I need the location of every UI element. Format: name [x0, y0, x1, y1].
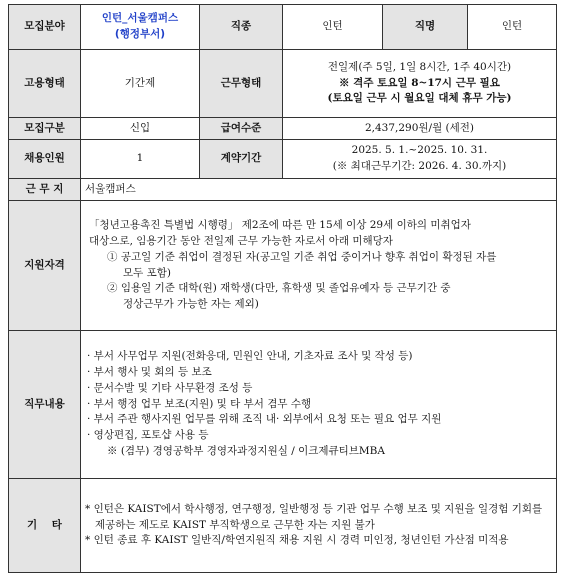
duty-item: · 영상편집, 포토샵 사용 등 — [87, 429, 209, 442]
duty-item: · 부서 사무업무 지원(전화응대, 민원인 안내, 기초자료 조사 및 작성 등) — [87, 350, 413, 363]
employment-label: 고용형태 — [9, 50, 81, 118]
duties-note: ※ (겸무) 경영공학부 경영자과정지원실 / 이크제큐티브MBA — [107, 444, 385, 457]
headcount-label: 채용인원 — [9, 140, 81, 179]
row-duties — [9, 331, 557, 479]
qualification-intro-line1: 「청년고용촉진 특별법 시행령」 제2조에 따른 만 15세 이상 29세 이하의 미취업자 — [89, 219, 471, 232]
qualification-item2-line1: ② 임용일 기준 대학(원) 재학생(다만, 휴학생 및 졸업유예자 등 근무기간 중 — [107, 282, 451, 295]
employment-value: 기간제 — [81, 50, 200, 118]
work-type-value — [283, 50, 557, 118]
category-value: 신입 — [81, 118, 200, 140]
row-headcount — [9, 140, 557, 179]
period-value — [283, 140, 557, 179]
qualification-item1-line2: 모두 포함) — [123, 266, 172, 279]
job-posting-table — [8, 4, 557, 573]
substitute-holiday-line: (토요일 근무 시 월요일 대체 휴무 가능) — [327, 92, 512, 105]
duty-item: · 부서 행사 및 회의 등 보조 — [87, 366, 212, 379]
duty-item: · 문서수발 및 기타 사무환경 조성 등 — [87, 381, 253, 394]
position-label: 직명 — [383, 5, 468, 50]
row-location — [9, 179, 557, 201]
period-range: 2025. 5. 1.~2025. 10. 31. — [351, 144, 488, 157]
etc-note2: * 인턴 종료 후 KAIST 일반직/학연지원직 채용 지원 시 경력 미인정, 청년인턴 가산점 미적용 — [85, 534, 509, 547]
qualification-label: 지원자격 — [9, 201, 81, 331]
field-value-line2: (행정부서) — [114, 28, 166, 40]
category-label: 모집구분 — [9, 118, 81, 140]
row-category — [9, 118, 557, 140]
saturday-note-line: ※ 격주 토요일 8~17시 근무 필요 — [339, 76, 500, 89]
salary-value: 2,437,290원/월 (세전) — [283, 118, 557, 140]
location-value: 서울캠퍼스 — [81, 179, 557, 201]
qualification-item2-line2: 정상근무가 가능한 자는 제외) — [123, 298, 259, 310]
qualification-content — [81, 201, 557, 331]
headcount-value: 1 — [81, 140, 200, 179]
field-label: 모집분야 — [9, 5, 81, 50]
work-hours-line: 전일제(주 5일, 1일 8시간, 1주 40시간) — [327, 60, 512, 73]
etc-label: 기 타 — [9, 479, 81, 573]
duty-item: · 부서 주관 행사지원 업무를 위해 조직 내· 외부에서 요청 또는 필요 업무 지원 — [87, 413, 442, 426]
row-etc — [9, 479, 557, 573]
duty-item: · 부서 행정 업무 보조(지원) 및 타 부서 겸무 수행 — [87, 397, 312, 410]
job-type-label: 직종 — [200, 5, 283, 50]
field-value-line1: 인턴_서울캠퍼스 — [101, 12, 179, 25]
duties-label: 직무내용 — [9, 331, 81, 479]
etc-note1: * 인턴은 KAIST에서 학사행정, 연구행정, 일반행정 등 기관 업무 수행 보조 및 지원을 일경험 기회를 제공하는 제도로 KAIST 부직학생으로 근무한 자는 지원 불가 — [85, 502, 543, 531]
location-label: 근 무 지 — [9, 179, 81, 201]
position-value: 인턴 — [468, 5, 557, 50]
etc-content — [81, 479, 557, 573]
row-qualification — [9, 201, 557, 331]
qualification-intro-line2: 대상으로, 임용기간 동안 전일제 근무 가능한 자로서 아래 미해당자 — [89, 235, 393, 247]
work-type-label: 근무형태 — [200, 50, 283, 118]
row-employment — [9, 50, 557, 118]
period-label: 계약기간 — [200, 140, 283, 179]
salary-label: 급여수준 — [200, 118, 283, 140]
qualification-item1-line1: ① 공고일 기준 취업이 결정된 자(공고일 기준 취업 중이거나 향후 취업이 확정된 자를 — [107, 250, 497, 263]
period-max: (※ 최대근무기간: 2026. 4. 30.까지) — [332, 160, 507, 172]
field-value — [81, 5, 200, 50]
duties-content — [81, 331, 557, 479]
job-type-value: 인턴 — [283, 5, 383, 50]
row-field — [9, 5, 557, 50]
